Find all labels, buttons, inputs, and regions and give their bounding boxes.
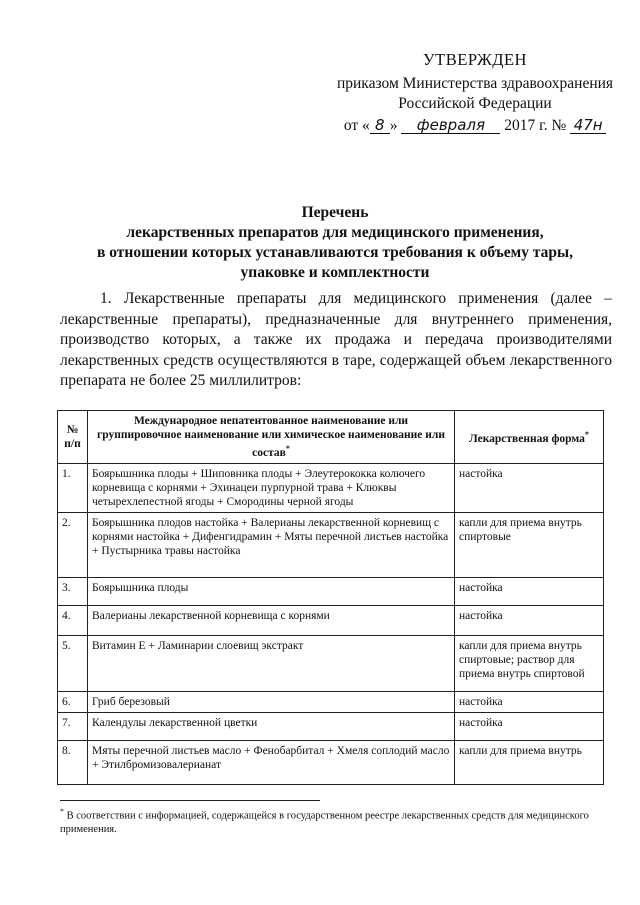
header-form-footnote-mark: *: [584, 430, 589, 439]
row-form: капли для приема внутрь: [455, 740, 604, 784]
table-row: [58, 512, 604, 577]
table-row: [58, 691, 604, 712]
table-row: [58, 712, 604, 740]
row-num: 1.: [58, 463, 88, 512]
row-name: Гриб березовый: [88, 691, 455, 712]
approval-line-country: Российской Федерации: [398, 95, 552, 112]
row-name: Валерианы лекарственной корневища с корнями: [88, 605, 455, 635]
document-title: [80, 203, 590, 283]
footnote-mark: *: [60, 807, 64, 816]
header-form: [455, 411, 604, 464]
drug-table: [57, 410, 604, 785]
handwritten-day: 8: [370, 118, 390, 134]
header-name-footnote-mark: *: [285, 444, 290, 453]
title-line-1: Перечень: [301, 204, 369, 221]
footnote-divider: [60, 800, 320, 801]
table-row: [58, 463, 604, 512]
row-num: 6.: [58, 691, 88, 712]
header-form-text: Лекарственная форма: [469, 432, 585, 445]
row-form: капли для приема внутрь спиртовые: [455, 512, 604, 577]
row-name: Мяты перечной листьев масло + Фенобарбитал + Хмеля соплодий масло + Этилбромизовалерианат: [88, 740, 455, 784]
table-header-row: [58, 411, 604, 464]
table-row: [58, 635, 604, 691]
title-line-2: лекарственных препаратов для медицинского применения,: [126, 224, 544, 241]
row-num: 7.: [58, 712, 88, 740]
title-line-3: в отношении которых устанавливаются требования к объему тары,: [96, 244, 573, 261]
table-row: [58, 577, 604, 605]
approval-date-line: [330, 116, 620, 136]
row-num: 4.: [58, 605, 88, 635]
row-name: Боярышника плоды + Шиповника плоды + Элеутерококка колючего корневища с корнями + Эхинацеи пурпурной трава + Клюквы четырехлепестной ягоды + Смородины черной ягоды: [88, 463, 455, 512]
footnote-text: В соответствии с информацией, содержащейся в государственном реестре лекарственных средств для медицинского применения.: [60, 810, 589, 835]
row-name: Витамин Е + Ламинарии слоевищ экстракт: [88, 635, 455, 691]
row-form: настойка: [455, 712, 604, 740]
row-form: настойка: [455, 463, 604, 512]
row-form: настойка: [455, 605, 604, 635]
header-name-text: Международное непатентованное наименование или группировочное наименование или химическое наименование или состав: [97, 415, 445, 459]
approval-block: [330, 50, 620, 136]
row-num: 5.: [58, 635, 88, 691]
year-text: 2017 г. №: [504, 117, 567, 134]
handwritten-month: февраля: [401, 118, 500, 134]
row-form: настойка: [455, 577, 604, 605]
title-line-4: упаковке и комплектности: [240, 264, 430, 281]
row-num: 8.: [58, 740, 88, 784]
row-form: настойка: [455, 691, 604, 712]
header-name: [88, 411, 455, 464]
row-name: Боярышника плоды: [88, 577, 455, 605]
date-prefix: от «: [343, 117, 370, 134]
row-form: капли для приема внутрь спиртовые; раствор для приема внутрь спиртовой: [455, 635, 604, 691]
row-num: 3.: [58, 577, 88, 605]
table-row: [58, 605, 604, 635]
footnote: [60, 805, 615, 836]
row-name: Календулы лекарственной цветки: [88, 712, 455, 740]
table-row: [58, 740, 604, 784]
row-name: Боярышника плодов настойка + Валерианы лекарственной корневищ с корнями настойка + Дифенгидрамин + Мяты перечной листьев настойка + Пустырника травы настойка: [88, 512, 455, 577]
approval-heading: УТВЕРЖДЕН: [423, 50, 527, 69]
intro-paragraph: 1. Лекарственные препараты для медицинского применения (далее – лекарственные препараты), предназначенные для внутреннего применения, производство которых, а также их продажа и передача производителями лекарственных средств осуществляются в таре, содержащей объем лекарственного препарата не более 25 миллилитров:: [60, 290, 612, 389]
approval-line-ministry: приказом Министерства здравоохранения: [336, 75, 614, 92]
date-mid: »: [389, 117, 398, 134]
header-num: № п/п: [58, 411, 88, 464]
handwritten-order-number: 47н: [570, 118, 606, 134]
row-num: 2.: [58, 512, 88, 577]
